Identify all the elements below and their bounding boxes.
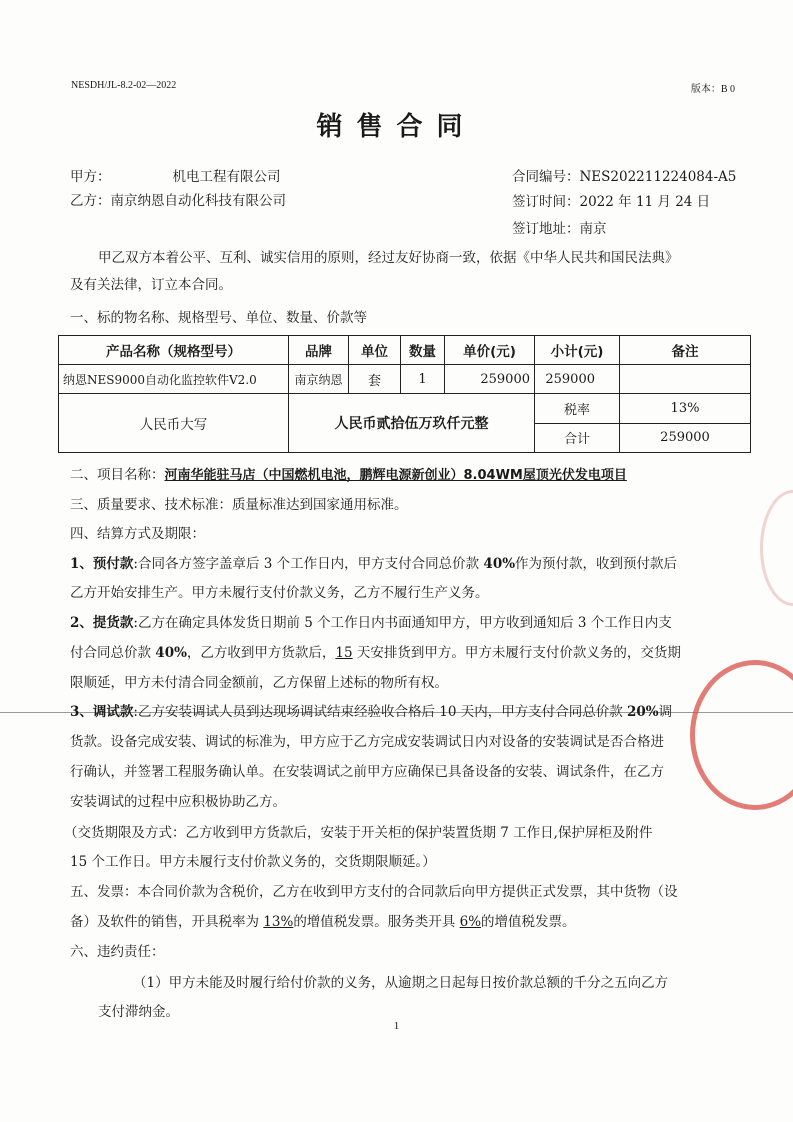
intro-line-2: 及有关法律，订立本合同。: [70, 277, 232, 293]
column-header: 产品名称（规格型号）: [59, 336, 289, 365]
column-header: 单位: [349, 336, 401, 365]
invoice-rate-13: 13%: [263, 914, 294, 930]
section-4-title: 四、结算方式及期限：: [70, 526, 205, 542]
section-2-label: 二、项目名称：: [70, 467, 165, 483]
column-header: 数量: [401, 336, 445, 365]
commissioning-line-3: 行确认，并签署工程服务确认单。在安装调试之前甲方应确保已具备设备的安装、调试条件，在乙方: [70, 764, 664, 780]
rmb-amount-cell: 人民币贰拾伍万玖仟元整: [289, 394, 535, 453]
pickup-text-e: 天安排货到甲方。甲方未履行支付价款义务的，交货期: [352, 645, 681, 661]
party-b: [70, 189, 286, 209]
pickup-days: 15: [335, 645, 353, 661]
document-code: NESDH/JL-8.2-02—2022: [71, 80, 177, 91]
party-b-label: 乙方：: [70, 193, 111, 209]
breach-line-2: 支付滞纳金。: [98, 1004, 179, 1020]
invoice-text-a: 备）及软件的销售，开具税率为: [70, 914, 264, 930]
invoice-line-1: 五、发票：本合同价款为含税价，乙方在收到甲方支付的合同款后向甲方提供正式发票，其中货物（设: [70, 884, 678, 900]
prepayment-percent: 40%: [483, 556, 516, 572]
commissioning-percent: 20%: [627, 704, 659, 720]
pickup-text-c: ，乙方收到甲方货款后，: [186, 645, 336, 661]
commissioning-line-1: [70, 700, 672, 720]
table-row: [59, 365, 751, 394]
brand-cell: 南京纳恩: [289, 365, 349, 394]
intro-line-1: 甲乙双方本着公平、互利、诚实信用的原则，经过友好协商一致，依据《中华人民共和国民法典》: [98, 250, 679, 266]
commissioning-line-2: 货款。设备完成安装、调试的标准为，甲方应于乙方完成安装调试日内对设备的安装调试是否合格进: [70, 734, 664, 750]
pickup-text: :乙方在确定具体发货日期前 5 个工作日内书面通知甲方，甲方收到通知后 3 个工作日内支: [133, 615, 672, 631]
prepayment-line-2: 乙方开始安排生产。甲方未履行支付价款义务，乙方不履行生产义务。: [70, 585, 489, 601]
invoice-text-c: 的增值税发票。服务类开具: [293, 914, 460, 930]
column-header: 单价(元): [445, 336, 535, 365]
pickup-text-a: 付合同总价款: [70, 645, 156, 661]
section-1-title: 一、标的物名称、规格型号、单位、数量、价款等: [70, 310, 367, 326]
pickup-percent: 40%: [155, 645, 187, 661]
sign-time: 签订时间：2022 年 11 月 24 日: [512, 194, 711, 210]
invoice-rate-6: 6%: [459, 914, 482, 930]
commissioning-line-4: 安装调试的过程中应积极协助乙方。: [70, 794, 286, 810]
version-label: 版本：B 0: [690, 84, 735, 95]
sign-place: 签订地址：南京: [512, 221, 607, 237]
project-name: 河南华能驻马店（中国燃机电池，鹏辉电源新创业）8.04WM屋顶光伏发电项目: [164, 468, 627, 483]
prepayment-heading: 1、预付款: [70, 556, 134, 572]
pickup-heading: 2、提货款: [70, 615, 134, 631]
prepayment-text-end: 作为预付款，收到预付款后: [515, 556, 678, 572]
breach-line-1: （1）甲方未能及时履行给付价款的义务，从逾期之日起每日按价款总额的千分之五向乙方: [133, 975, 669, 991]
prepayment-line-1: [70, 552, 677, 572]
prepayment-text: :合同各方签字盖章后 3 个工作日内，甲方支付合同总价款: [133, 556, 484, 572]
column-header: 小计(元): [535, 336, 620, 365]
section-3: 三、质量要求、技术标准：质量标准达到国家通用标准。: [70, 497, 408, 513]
remark-cell: [620, 365, 751, 394]
pickup-line-1: [70, 611, 672, 631]
total-value-cell: 259000: [620, 423, 751, 453]
pickup-line-3: 限顺延，甲方未付清合同金额前，乙方保留上述标的物所有权。: [70, 675, 448, 691]
delivery-line-2: 15 个工作日。甲方未履行支付价款义务的，交货期限顺延。）: [70, 854, 436, 870]
seal-impression: [760, 490, 793, 606]
delivery-line-1: （交货期限及方式：乙方收到甲方货款后，安装于开关柜的保护装置货期 7 工作日,保护屏柜及附件: [64, 825, 653, 841]
contract-number: 合同编号：NES202211224084-A5: [512, 169, 737, 185]
commissioning-heading: 3、调试款: [70, 704, 134, 720]
pickup-line-2: [70, 641, 681, 661]
party-a-label: 甲方：: [70, 169, 111, 185]
commissioning-text: :乙方安装调试人员到达现场调试结束经验收合格后 10 天内，甲方支付合同总价款: [133, 704, 628, 720]
company-seal: [690, 660, 793, 810]
tax-row: [59, 394, 751, 424]
column-header: 品牌: [289, 336, 349, 365]
party-a-name: 机电工程有限公司: [172, 169, 281, 185]
invoice-line-2: [70, 910, 576, 930]
section-2: [70, 463, 627, 483]
party-a: [70, 165, 281, 185]
commissioning-text-end: 调: [658, 704, 673, 720]
total-label-cell: 合计: [535, 423, 620, 453]
section-6-title: 六、违约责任：: [70, 944, 165, 960]
tax-rate-label-cell: 税率: [535, 394, 620, 424]
invoice-text-e: 的增值税发票。: [481, 914, 576, 930]
tax-rate-value-cell: 13%: [620, 394, 751, 424]
goods-table: [58, 335, 751, 453]
page-title: 销售合同: [316, 112, 477, 142]
unit-price-cell: 259000: [445, 365, 535, 394]
page-number: 1: [393, 1020, 400, 1032]
subtotal-cell: 259000: [535, 365, 620, 394]
party-b-name: 南京纳恩自动化科技有限公司: [110, 193, 286, 209]
column-header: 备注: [620, 336, 751, 365]
table-header-row: [59, 336, 751, 365]
unit-cell: 套: [349, 365, 401, 394]
rmb-label-cell: 人民币大写: [59, 394, 289, 453]
product-name-cell: 纳恩NES9000自动化监控软件V2.0: [59, 365, 289, 394]
quantity-cell: 1: [401, 365, 445, 394]
